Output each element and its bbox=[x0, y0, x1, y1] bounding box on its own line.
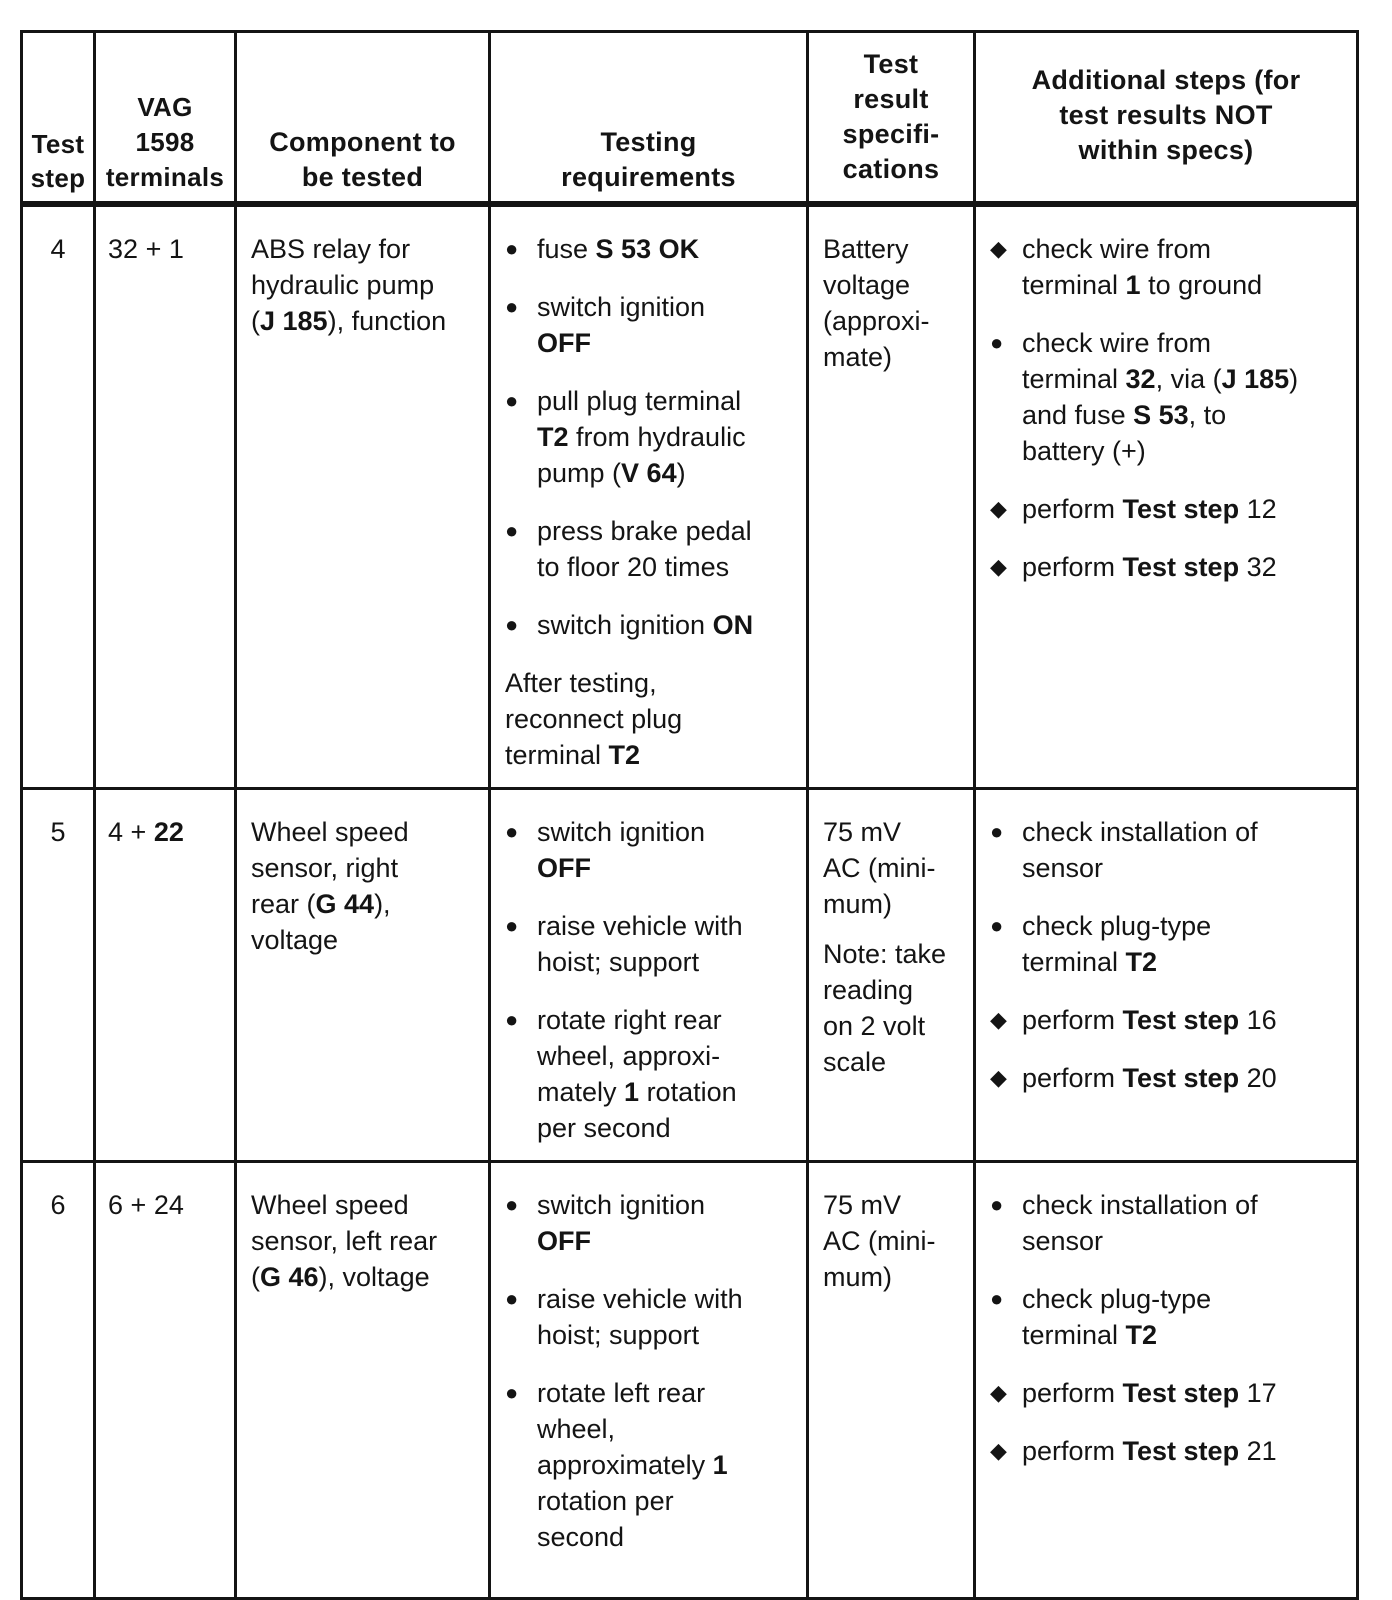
after-testing-note: After testing, reconnect plug terminal T2 bbox=[505, 668, 683, 770]
cell-component: Wheel speed sensor, right rear (G 44), voltage bbox=[236, 789, 490, 1162]
list-item: ● fuse S 53 OK bbox=[505, 231, 794, 267]
list-item: ● switch ignition OFF bbox=[505, 289, 794, 361]
list-item: ● switch ignition OFF bbox=[505, 814, 794, 886]
list-item: ● rotate right rear wheel, approxi- mately 1 rotation per second bbox=[505, 1002, 794, 1146]
list-item: ● pull plug terminal T2 from hydraulic pump (V 64) bbox=[505, 383, 794, 491]
bullet-diamond-icon: ◆ bbox=[990, 554, 1007, 579]
list-item: ● rotate left rear wheel, approximately 1 rotation per second bbox=[505, 1375, 794, 1555]
list-item: ● check wire from terminal 32, via (J 185) and fuse S 53, to battery (+) bbox=[990, 325, 1344, 469]
cell-test-step: 4 bbox=[22, 204, 95, 789]
bullet-diamond-icon: ◆ bbox=[990, 496, 1007, 521]
list-item: ◆ perform Test step 32 bbox=[990, 549, 1344, 585]
header-result-spec: Test result specifi- cations bbox=[808, 32, 975, 205]
cell-additional-steps bbox=[975, 1162, 1358, 1599]
bullet-dot-icon: ● bbox=[505, 518, 519, 543]
list-item: ● check plug-type terminal T2 bbox=[990, 1281, 1344, 1353]
list-item: ● raise vehicle with hoist; support bbox=[505, 908, 794, 980]
test-procedure-table bbox=[20, 30, 1359, 1600]
list-item: ◆ perform Test step 16 bbox=[990, 1002, 1344, 1038]
cell-additional-steps bbox=[975, 789, 1358, 1162]
list-item: ● switch ignition OFF bbox=[505, 1187, 794, 1259]
table-row bbox=[22, 789, 1358, 1162]
bullet-dot-icon: ● bbox=[990, 1286, 1004, 1311]
bullet-dot-icon: ● bbox=[990, 913, 1004, 938]
bullet-dot-icon: ● bbox=[505, 294, 519, 319]
bullet-dot-icon: ● bbox=[505, 1286, 519, 1311]
bullet-dot-icon: ● bbox=[505, 1380, 519, 1405]
bullet-dot-icon: ● bbox=[990, 330, 1004, 355]
cell-test-step: 5 bbox=[22, 789, 95, 1162]
cell-terminals: 6 + 24 bbox=[95, 1162, 236, 1599]
list-item: ● check installation of sensor bbox=[990, 814, 1344, 886]
header-additional-steps: Additional steps (for test results NOT within specs) bbox=[975, 32, 1358, 205]
list-item: ◆ check wire from terminal 1 to ground bbox=[990, 231, 1344, 303]
cell-result-spec: Battery voltage (approxi- mate) bbox=[808, 204, 975, 789]
bullet-diamond-icon: ◆ bbox=[990, 1065, 1007, 1090]
header-component: Component to be tested bbox=[236, 32, 490, 205]
cell-requirements bbox=[490, 204, 808, 789]
bullet-dot-icon: ● bbox=[505, 819, 519, 844]
cell-terminals: 32 + 1 bbox=[95, 204, 236, 789]
cell-requirements bbox=[490, 789, 808, 1162]
list-item: ◆ perform Test step 17 bbox=[990, 1375, 1344, 1411]
list-item: ● switch ignition ON bbox=[505, 607, 794, 643]
bullet-dot-icon: ● bbox=[505, 1192, 519, 1217]
cell-result-spec: 75 mV AC (mini- mum) bbox=[808, 1162, 975, 1599]
bullet-dot-icon: ● bbox=[990, 819, 1004, 844]
bullet-dot-icon: ● bbox=[505, 236, 519, 261]
header-row bbox=[22, 32, 1358, 205]
table-row bbox=[22, 204, 1358, 789]
list-item: ◆ perform Test step 20 bbox=[990, 1060, 1344, 1096]
bullet-dot-icon: ● bbox=[505, 913, 519, 938]
bullet-dot-icon: ● bbox=[505, 1007, 519, 1032]
list-item: ● check installation of sensor bbox=[990, 1187, 1344, 1259]
list-item: ● check plug-type terminal T2 bbox=[990, 908, 1344, 980]
cell-component: Wheel speed sensor, left rear (G 46), voltage bbox=[236, 1162, 490, 1599]
header-test-step: Test step bbox=[22, 32, 95, 205]
cell-terminals: 4 + 22 bbox=[95, 789, 236, 1162]
bullet-dot-icon: ● bbox=[505, 612, 519, 637]
cell-additional-steps bbox=[975, 204, 1358, 789]
bullet-dot-icon: ● bbox=[505, 388, 519, 413]
table-row bbox=[22, 1162, 1358, 1599]
cell-test-step: 6 bbox=[22, 1162, 95, 1599]
bullet-dot-icon: ● bbox=[990, 1192, 1004, 1217]
list-item: ◆ perform Test step 12 bbox=[990, 491, 1344, 527]
list-item: ◆ perform Test step 21 bbox=[990, 1433, 1344, 1469]
bullet-diamond-icon: ◆ bbox=[990, 236, 1007, 261]
result-note: Note: take reading on 2 volt scale bbox=[823, 939, 947, 1077]
bullet-diamond-icon: ◆ bbox=[990, 1380, 1007, 1405]
header-requirements: Testing requirements bbox=[490, 32, 808, 205]
list-item: ● raise vehicle with hoist; support bbox=[505, 1281, 794, 1353]
cell-component: ABS relay for hydraulic pump (J 185), function bbox=[236, 204, 490, 789]
list-item: ● press brake pedal to floor 20 times bbox=[505, 513, 794, 585]
header-vag-terminals: VAG 1598 terminals bbox=[95, 32, 236, 205]
bullet-diamond-icon: ◆ bbox=[990, 1007, 1007, 1032]
cell-result-spec: 75 mV AC (mini- mum) Note: take reading on 2 volt scale bbox=[808, 789, 975, 1162]
cell-requirements bbox=[490, 1162, 808, 1599]
bullet-diamond-icon: ◆ bbox=[990, 1438, 1007, 1463]
